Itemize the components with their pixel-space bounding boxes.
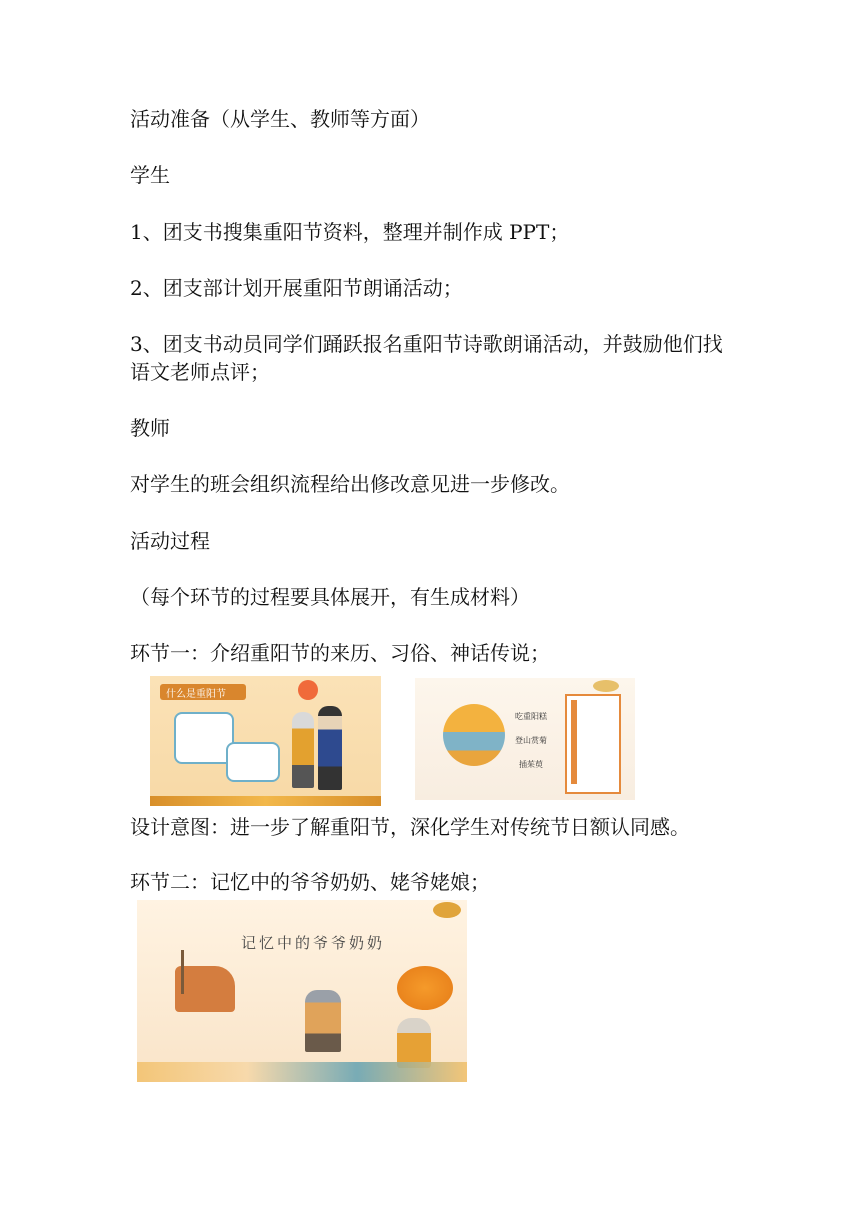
orange-tree xyxy=(397,966,453,1010)
slide2-item-2: 登山赏菊 xyxy=(515,736,547,745)
line-step1: 环节一：介绍重阳节的来历、习俗、神话传说； xyxy=(130,641,550,665)
elderly-man-figure xyxy=(318,706,342,790)
grass-decoration xyxy=(150,796,381,806)
slide1-title: 什么是重阳节 xyxy=(166,689,226,700)
line-prep-title: 活动准备（从学生、教师等方面） xyxy=(130,107,430,131)
line-s1: 1、团支书搜集重阳节资料，整理并制作成 PPT； xyxy=(130,220,570,244)
line-process-title: 活动过程 xyxy=(130,529,210,553)
grandmother-figure xyxy=(397,1018,431,1068)
panel-stripe xyxy=(571,700,577,784)
line-t1: 对学生的班会组织流程给出修改意见进一步修改。 xyxy=(130,472,570,496)
line-teacher: 教师 xyxy=(130,416,170,440)
slide2-item-3: 插茱萸 xyxy=(519,760,543,769)
slide-image-what-is-chongyang xyxy=(150,676,381,806)
slide3-title: 记忆中的爷爷奶奶 xyxy=(241,934,386,952)
ground-decoration xyxy=(137,1062,467,1082)
lamp-pole xyxy=(181,950,184,994)
slide2-item-1: 吃重阳糕 xyxy=(515,712,547,721)
slide-image-memory-grandparents xyxy=(137,900,467,1082)
flower-decoration xyxy=(593,680,619,692)
line-student: 学生 xyxy=(130,163,170,187)
speech-bubble-right xyxy=(226,742,280,782)
leaf-decoration xyxy=(433,902,461,918)
walking-couple xyxy=(305,990,341,1052)
line-s2: 2、团支部计划开展重阳节朗诵活动； xyxy=(130,276,463,300)
line-intent: 设计意图：进一步了解重阳节，深化学生对传统节日额认同感。 xyxy=(130,815,690,839)
speech-bubble-left xyxy=(174,712,234,764)
line-s3: 3、团支书动员同学们踊跃报名重阳节诗歌朗诵活动，并鼓励他们找语文老师点评； xyxy=(130,332,723,384)
line-step2: 环节二：记忆中的爷爷奶奶、姥爷姥娘； xyxy=(130,870,490,894)
circle-landscape xyxy=(443,704,505,766)
reading-scene xyxy=(175,966,235,1012)
line-process-note: （每个环节的过程要具体展开，有生成材料） xyxy=(130,585,530,609)
elderly-couple-figure xyxy=(292,712,314,788)
sun-decoration xyxy=(298,680,318,700)
slide-image-customs xyxy=(415,678,635,800)
